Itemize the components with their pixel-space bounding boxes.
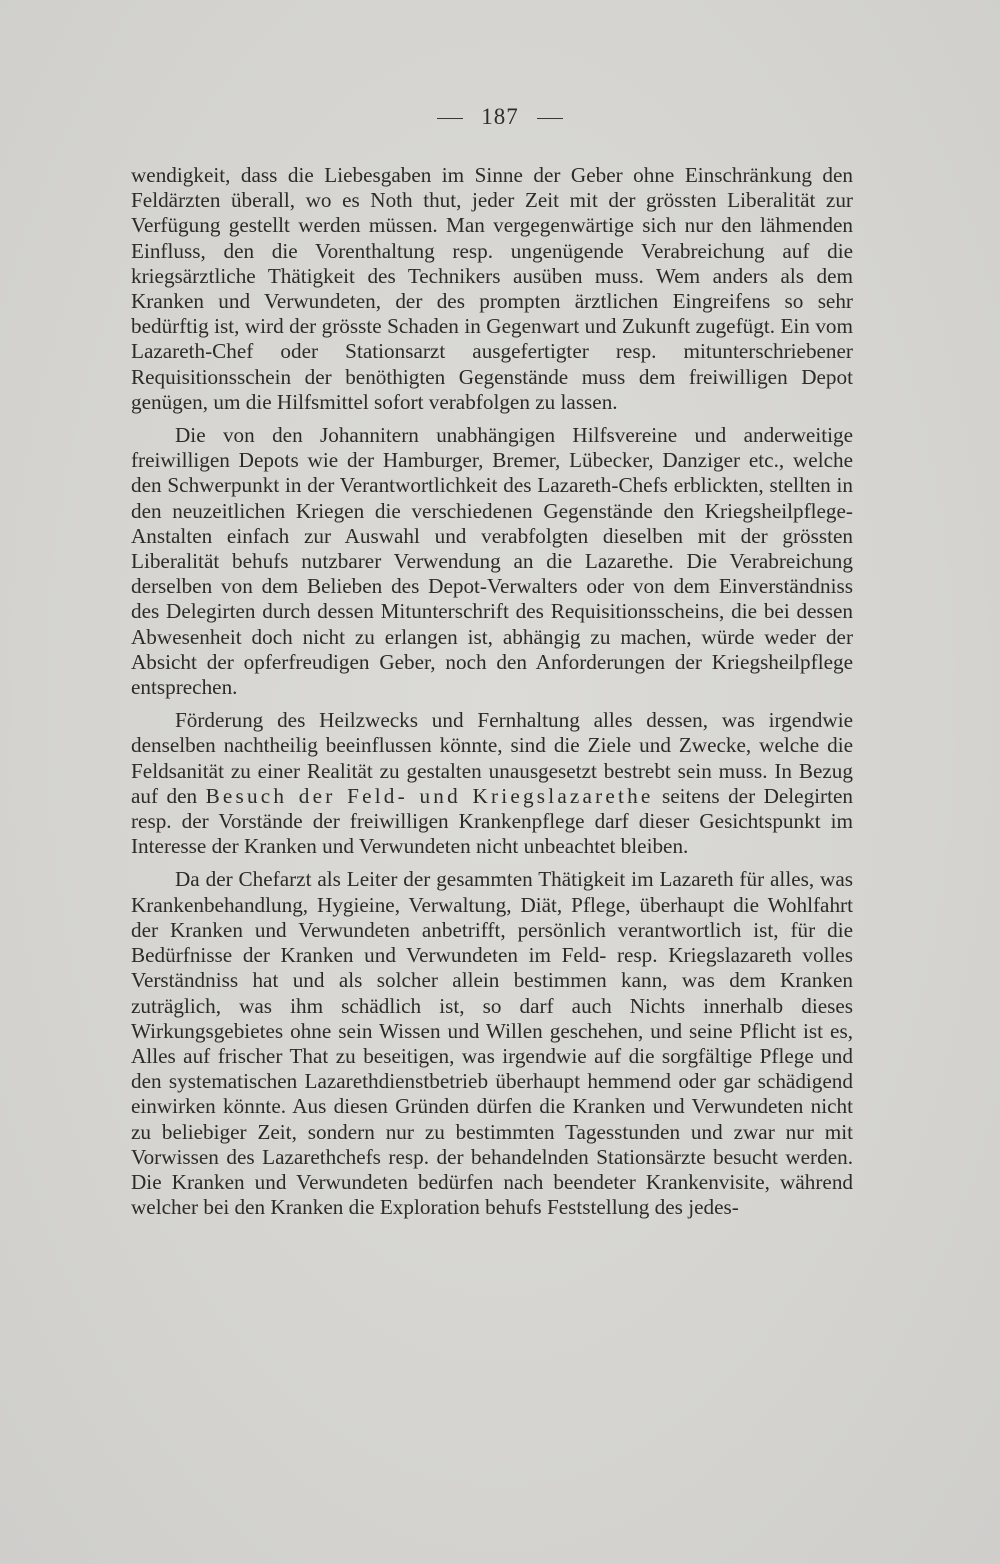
- paragraph-3-spaced-emphasis: Besuch der Feld- und Kriegslazarethe: [205, 783, 654, 808]
- page-number: 187: [481, 104, 519, 129]
- header-dash-right: [537, 118, 563, 119]
- paragraph-2: Die von den Johannitern unabhängigen Hilfsvereine und anderweitige freiwilligen Depots wie der Hamburger, Bremer, Lübecker, Danziger etc., welche den Schwerpunkt in der Verantwortlichkeit des Lazareth-Chefs erblickten, stellten in den neuzeitlichen Kriegen die verschiedenen Gegenstände den Kriegsheilpflege-Anstalten einfach zur Auswahl und verabfolgten dieselben mit der grössten Liberalität behufs nutzbarer Verwendung an die Lazarethe. Die Verabreichung derselben von dem Belieben des Depot-Verwalters oder von dem Einverständniss des Delegirten durch dessen Mitunterschrift des Requisitionsscheins, die bei dessen Abwesenheit doch nicht zu erlangen ist, abhängig zu machen, würde weder der Absicht der opferfreudigen Geber, noch den Anforderungen der Kriegsheilpflege entsprechen.: [131, 423, 853, 700]
- paragraph-1: wendigkeit, dass die Liebesgaben im Sinne der Geber ohne Einschränkung den Feldärzten überall, wo es Noth thut, jeder Zeit mit der grössten Liberalität zur Verfügung gestellt werden müssen. Man vergegenwärtige sich nur den lähmenden Einfluss, den die Vorenthaltung resp. ungenügende Verabreichung auf die kriegsärztliche Thätigkeit des Technikers ausüben muss. Wem anders als dem Kranken und Verwundeten, der des prompten ärztlichen Eingreifens so sehr bedürftig ist, wird der grösste Schaden in Gegenwart und Zukunft zugefügt. Ein vom Lazareth-Chef oder Stationsarzt ausgefertigter resp. mitunterschriebener Requisitionsschein der benöthigten Gegenstände muss dem freiwilligen Depot genügen, um die Hilfsmittel sofort verabfolgen zu lassen.: [131, 163, 853, 414]
- header-dash-left: [437, 118, 463, 119]
- page-header: [0, 104, 1000, 130]
- paragraph-3-text-before: Förderung des Heilzwecks und Fernhaltung alles dessen, was irgendwie denselben nachtheilig beeinflussen könnte, sind die Ziele und Zwecke, welche die Feldsanität zu einer Realität zu gestalten unausgesetzt bestrebt sein muss. In Bezug auf den: [131, 708, 853, 808]
- paragraph-3-text-after: seitens der Delegirten resp. der Vorstände der freiwilligen Krankenpflege darf dieser Gesichtspunkt im Interesse der Kranken und Verwundeten nicht unbeachtet bleiben.: [131, 783, 853, 859]
- paragraph-4: Da der Chefarzt als Leiter der gesammten Thätigkeit im Lazareth für alles, was Krankenbehandlung, Hygieine, Verwaltung, Diät, Pflege, überhaupt die Wohlfahrt der Kranken und Verwundeten anbetrifft, persönlich verantwortlich ist, für die Bedürfnisse der Kranken und Verwundeten im Feld- resp. Kriegslazareth volles Verständniss hat und als solcher allein bestimmen kann, was dem Kranken zuträglich, was ihm schädlich ist, so darf auch Nichts innerhalb dieses Wirkungsgebietes ohne sein Wissen und Willen geschehen, und seine Pflicht ist es, Alles auf frischer That zu beseitigen, was irgendwie auf die sorgfältige Pflege und den systematischen Lazarethdienstbetrieb überhaupt hemmend oder gar schädigend einwirken könnte. Aus diesen Gründen dürfen die Kranken und Verwundeten nicht zu beliebiger Zeit, sondern nur zu bestimmten Tagesstunden und zwar nur mit Vorwissen des Lazarethchefs resp. der behandelnden Stationsärzte besucht werden. Die Kranken und Verwundeten bedürfen nach beendeter Krankenvisite, während welcher bei den Kranken die Exploration behufs Feststellung des jedes-: [131, 867, 853, 1220]
- body-text: [131, 163, 853, 1228]
- paragraph-3: [131, 708, 853, 859]
